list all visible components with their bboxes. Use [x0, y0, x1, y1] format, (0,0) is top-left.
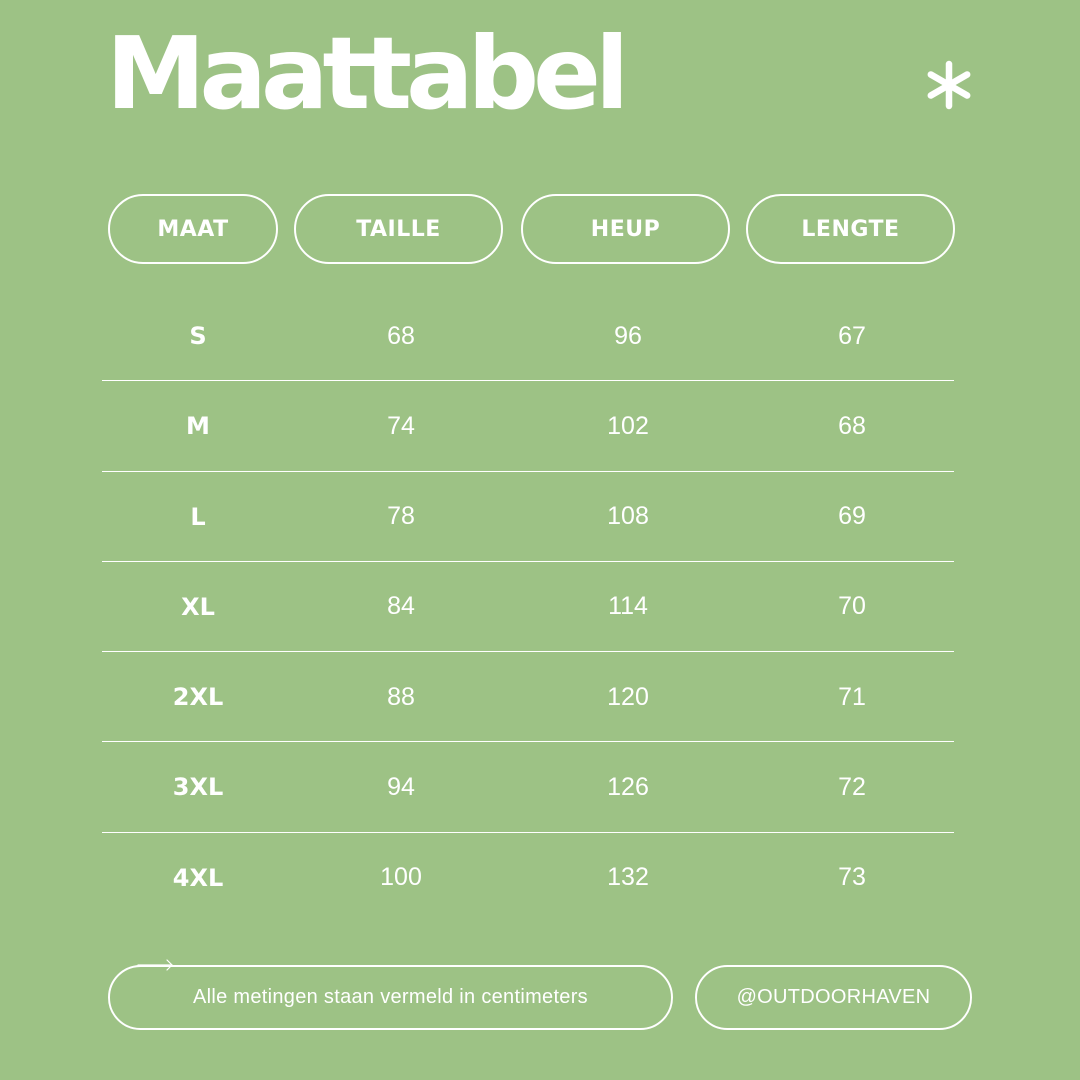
- heup-cell: 102: [607, 411, 649, 440]
- heup-cell: 132: [607, 863, 649, 892]
- taille-cell: 94: [387, 772, 415, 801]
- header-lengte: LENGTE: [746, 194, 955, 264]
- taille-cell: 84: [387, 592, 415, 621]
- lengte-cell: 70: [838, 592, 866, 621]
- lengte-cell: 72: [838, 772, 866, 801]
- heup-cell: 126: [607, 772, 649, 801]
- page-title: Maattabel: [106, 15, 624, 132]
- table-row: [102, 833, 954, 923]
- table-row: [102, 472, 954, 562]
- header-maat: MAAT: [108, 194, 278, 264]
- size-cell: 4XL: [172, 863, 224, 892]
- taille-cell: 74: [387, 411, 415, 440]
- social-handle-link[interactable]: @OUTDOORHAVEN: [695, 965, 972, 1030]
- heup-cell: 108: [607, 502, 649, 531]
- lengte-cell: 73: [838, 863, 866, 892]
- heup-cell: 96: [614, 321, 642, 350]
- size-cell: 2XL: [172, 683, 224, 712]
- taille-cell: 88: [387, 682, 415, 711]
- size-table-body: [102, 291, 954, 923]
- header-taille: TAILLE: [294, 194, 503, 264]
- heup-cell: 114: [608, 592, 648, 621]
- asterisk-icon: [922, 58, 976, 112]
- heup-cell: 120: [607, 682, 649, 711]
- size-cell: S: [189, 322, 207, 350]
- table-row: [102, 291, 954, 381]
- lengte-cell: 71: [838, 682, 866, 711]
- table-row: [102, 742, 954, 832]
- size-cell: M: [186, 412, 210, 441]
- lengte-cell: 67: [838, 321, 866, 350]
- size-cell: L: [190, 502, 206, 531]
- table-row: [102, 381, 954, 471]
- lengte-cell: 68: [838, 411, 866, 440]
- taille-cell: 68: [387, 321, 415, 350]
- taille-cell: 78: [387, 502, 415, 531]
- size-cell: XL: [181, 592, 215, 621]
- lengte-cell: 69: [838, 502, 866, 531]
- measurement-note: Alle metingen staan vermeld in centimeters: [108, 965, 673, 1030]
- header-heup: HEUP: [521, 194, 730, 264]
- size-cell: 3XL: [172, 773, 224, 802]
- table-row: [102, 652, 954, 742]
- taille-cell: 100: [380, 863, 422, 892]
- table-row: [102, 562, 954, 652]
